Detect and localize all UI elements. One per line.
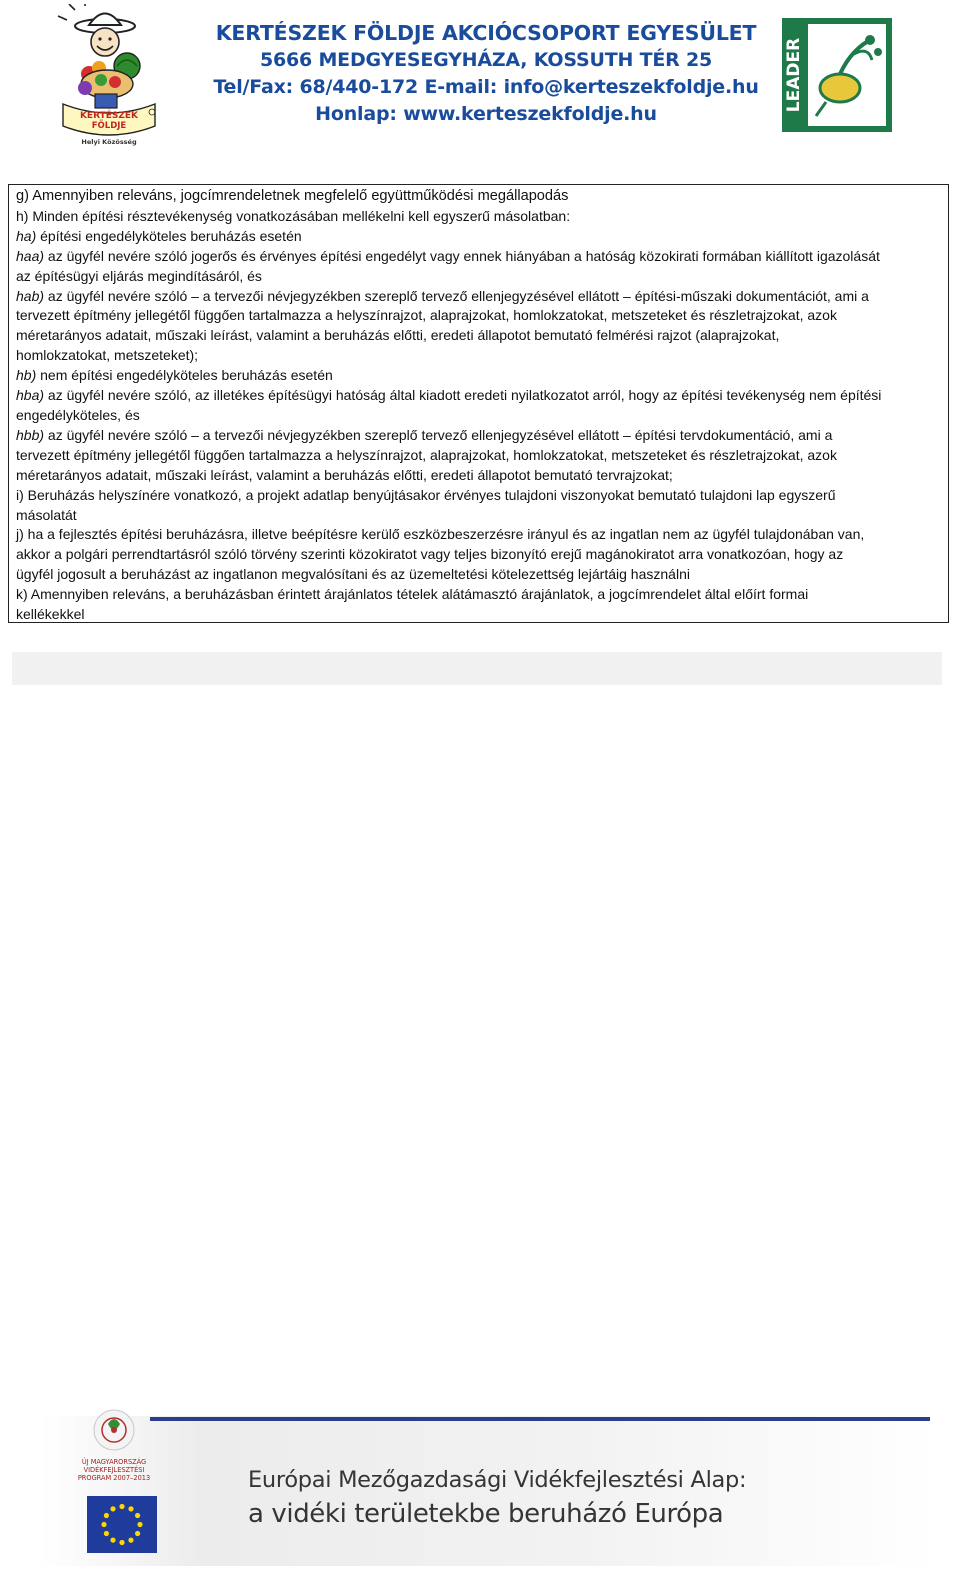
gardener-mascot-icon [55, 4, 163, 150]
eu-star-icon [110, 1538, 115, 1543]
document-line [16, 446, 942, 466]
document-line [16, 565, 942, 585]
item-label: hba) [16, 387, 45, 404]
item-text: homlokzatokat, metszeteket); [16, 347, 199, 364]
eu-flag-icon [87, 1496, 157, 1553]
item-label: ha) [16, 227, 37, 244]
document-line [16, 386, 942, 406]
document-line [16, 247, 942, 267]
svg-text:KERTÉSZEK: KERTÉSZEK [79, 111, 139, 121]
organization-block [206, 20, 766, 128]
item-text: engedélyköteles, és [16, 406, 140, 423]
item-text: méretarányos adatait, műszaki leírást, valamint a beruházás előtti, eredeti állapotot bemutató felmérési rajzot (alaprajzokat, [16, 327, 780, 344]
eu-star-icon [104, 1531, 109, 1536]
fund-name: Európai Mezőgazdasági Vidékfejlesztési Alap: [248, 1467, 747, 1493]
footer-rule [150, 1417, 930, 1421]
eu-star-icon [128, 1506, 133, 1511]
organization-contact: Tel/Fax: 68/440-172 E-mail: info@kerteszekfoldje.hu [213, 76, 759, 98]
document-line [16, 267, 942, 287]
attachment-requirements-box [8, 184, 949, 623]
leader-sprout-icon [782, 18, 892, 132]
item-text: kellékekkel [16, 606, 85, 623]
organization-website: Honlap: www.kerteszekfoldje.hu [315, 103, 657, 125]
uj-magyarorszag-text: ÚJ MAGYARORSZÁG VIDÉKFEJLESZTÉSI PROGRAM 2007–2013 [77, 1458, 151, 1482]
eu-star-icon [101, 1522, 106, 1527]
letterhead [0, 0, 960, 160]
item-text: az ügyfél nevére szóló, az illetékes építésügyi hatóság által kiadott eredeti nyilatkozatot arról, hogy az építési tevékenység nem építési [44, 387, 882, 404]
document-line [16, 346, 942, 366]
document-line [16, 306, 942, 326]
document-line [16, 227, 942, 247]
uj-magyarorszag-logo-icon [66, 1408, 162, 1500]
document-line [16, 326, 942, 346]
document-line [16, 187, 942, 207]
fund-slogan: a vidéki területekbe beruházó Európa [248, 1499, 724, 1529]
svg-text:Helyi Közösség: Helyi Közösség [81, 138, 137, 146]
item-text: j) ha a fejlesztés építési beruházásra, illetve beépítésre kerülő eszközbeszerzésre irányul és az ingatlan nem az ügyfél tulajdonában van, [16, 526, 865, 543]
document-line [16, 545, 942, 565]
item-text: g) Amennyiben releváns, jogcímrendeletnek megfelelő együttműködési megállapodás [16, 188, 569, 204]
organization-name: KERTÉSZEK FÖLDJE AKCIÓCSOPORT EGYESÜLET [215, 21, 757, 45]
item-text: ügyfél jogosult a beruházást az ingatlanon megvalósítani és az üzemeltetési kötelezettség lejártáig használni [16, 566, 690, 583]
eu-star-icon [135, 1531, 140, 1536]
empty-form-row [12, 652, 942, 685]
document-line [16, 506, 942, 526]
item-label: hb) [16, 367, 37, 384]
document-line [16, 585, 942, 605]
svg-text:LEADER: LEADER [784, 37, 804, 113]
footer-banner [0, 1400, 960, 1578]
document-line [16, 426, 942, 446]
svg-text:FÖLDJE: FÖLDJE [91, 121, 127, 131]
document-line [16, 207, 942, 227]
item-text: h) Minden építési résztevékenység vonatkozásában mellékelni kell egyszerű másolatban: [16, 207, 571, 224]
item-text: az ügyfél nevére szóló – a tervezői névjegyzékben szereplő tervező ellenjegyzésével ellátott – építési-műszaki dokumentációt, ami a [44, 287, 869, 304]
item-label: hab) [16, 287, 45, 304]
document-line [16, 525, 942, 545]
item-text: másolatát [16, 506, 77, 523]
item-text: nem építési engedélyköteles beruházás esetén [36, 367, 333, 384]
item-text: az ügyfél nevére szóló jogerős és érvényes építési engedélyt vagy ennek hiányában a hatóság közokirati formában kiállított igazolását [44, 247, 880, 264]
item-text: tervezett építmény jellegétől függően tartalmazza a helyszínrajzot, alaprajzokat, homlokzatokat, metszeteket és részletrajzokat, azok [16, 307, 837, 324]
item-text: az építésügyi eljárás megindításáról, és [16, 267, 262, 284]
document-line [16, 486, 942, 506]
item-text: k) Amennyiben releváns, a beruházásban érintett árajánlatos tételek alátámasztó árajánlatok, a jogcímrendelet által előírt formai [16, 586, 809, 603]
item-text: akkor a polgári perrendtartásról szóló törvény szerinti közokiratot vagy teljes bizonyító erejű magánokiratot arra vonatkozóan, hogy az [16, 546, 844, 563]
item-text: építési engedélyköteles beruházás esetén [36, 227, 302, 244]
eu-star-icon [110, 1506, 115, 1511]
item-text: az ügyfél nevére szóló – a tervezői névjegyzékben szereplő tervező ellenjegyzésével ellátott – építési tervdokumentáció, ami a [44, 426, 833, 443]
document-line [16, 287, 942, 307]
document-line [16, 366, 942, 386]
eu-star-icon [119, 1504, 124, 1509]
eu-star-icon [128, 1538, 133, 1543]
item-text: tervezett építmény jellegétől függően tartalmazza a helyszínrajzot, alaprajzokat, homlokzatokat, metszeteket és részletrajzokat, azok [16, 446, 837, 463]
eu-star-icon [137, 1522, 142, 1527]
item-text: i) Beruházás helyszínére vonatkozó, a projekt adatlap benyújtásakor érvényes tulajdoni viszonyokat bemutató tulajdoni lap egyszerű [16, 486, 836, 503]
eu-star-icon [119, 1540, 124, 1545]
document-line [16, 466, 942, 486]
document-line [16, 406, 942, 426]
eu-star-icon [104, 1513, 109, 1518]
eu-star-icon [135, 1513, 140, 1518]
item-text: méretarányos adatait, műszaki leírást, valamint a beruházás előtti, eredeti állapotot bemutató tervrajzokat; [16, 466, 673, 483]
document-line [16, 605, 942, 625]
organization-address: 5666 MEDGYESEGYHÁZA, KOSSUTH TÉR 25 [259, 49, 712, 71]
item-label: hbb) [16, 426, 45, 443]
item-label: haa) [16, 247, 45, 264]
